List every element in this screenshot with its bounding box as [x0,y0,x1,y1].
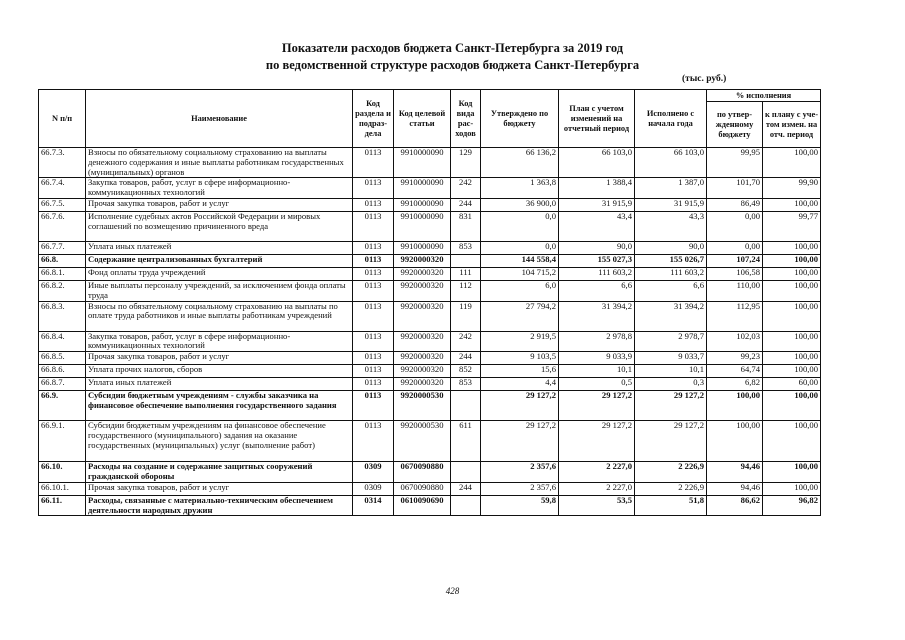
row-section: 0113 [353,365,394,378]
table-row [39,254,821,267]
row-type: 112 [451,280,481,301]
row-plan: 43,4 [559,211,635,241]
row-plan: 2 227,0 [559,462,635,483]
row-number: 66.10.1. [39,482,86,495]
row-pct-plan: 99,90 [763,178,821,199]
row-pct-approved: 64,74 [707,365,763,378]
row-section: 0113 [353,301,394,331]
row-pct-plan: 100,00 [763,280,821,301]
row-executed: 29 127,2 [635,421,707,462]
row-type [451,495,481,516]
row-name: Закупка товаров, работ, услуг в сфере информационно-коммуникационных технологий [86,331,353,352]
table-row [39,462,821,483]
row-number: 66.8.6. [39,365,86,378]
row-pct-plan: 100,00 [763,198,821,211]
row-plan: 29 127,2 [559,391,635,421]
row-name: Расходы, связанные с материально-техническим обеспечением деятельности народных дружин [86,495,353,516]
row-executed: 31 394,2 [635,301,707,331]
row-pct-approved: 0,00 [707,211,763,241]
row-executed: 31 915,9 [635,198,707,211]
row-type: 119 [451,301,481,331]
row-number: 66.8.1. [39,267,86,280]
row-pct-plan: 100,00 [763,482,821,495]
row-executed: 9 033,7 [635,352,707,365]
row-number: 66.8.3. [39,301,86,331]
row-number: 66.8.2. [39,280,86,301]
row-target: 9920000320 [394,365,451,378]
row-target: 9920000320 [394,280,451,301]
row-name: Прочая закупка товаров, работ и услуг [86,352,353,365]
row-target: 0610090690 [394,495,451,516]
row-plan: 0,5 [559,378,635,391]
table-row [39,331,821,352]
row-type: 852 [451,365,481,378]
row-number: 66.8.5. [39,352,86,365]
row-executed: 155 026,7 [635,254,707,267]
row-executed: 66 103,0 [635,148,707,178]
header-name: Наименование [86,90,353,148]
table-row [39,301,821,331]
row-section: 0113 [353,331,394,352]
row-number: 66.9. [39,391,86,421]
row-type: 111 [451,267,481,280]
row-plan: 90,0 [559,241,635,254]
row-target: 9920000530 [394,391,451,421]
row-approved: 4,4 [481,378,559,391]
row-approved: 1 363,8 [481,178,559,199]
row-name: Исполнение судебных актов Российской Федерации и мировых соглашений по возмещению причиненного вреда [86,211,353,241]
row-pct-approved: 102,03 [707,331,763,352]
row-pct-plan: 100,00 [763,462,821,483]
units-label: (тыс. руб.) [682,74,727,84]
row-pct-approved: 94,46 [707,462,763,483]
row-executed: 1 387,0 [635,178,707,199]
title-line-2: по ведомственной структуре расходов бюджета Санкт-Петербурга [265,58,640,72]
row-number: 66.7.7. [39,241,86,254]
row-approved: 0,0 [481,241,559,254]
row-pct-plan: 100,00 [763,148,821,178]
row-section: 0113 [353,254,394,267]
table-row [39,148,821,178]
table-row [39,482,821,495]
row-name: Прочая закупка товаров, работ и услуг [86,482,353,495]
header-pct-group: % исполнения [707,90,821,102]
row-name: Прочая закупка товаров, работ и услуг [86,198,353,211]
row-approved: 6,0 [481,280,559,301]
row-executed: 51,8 [635,495,707,516]
row-target: 9920000320 [394,254,451,267]
row-target: 9910000090 [394,148,451,178]
row-section: 0314 [353,495,394,516]
row-name: Взносы по обязательному социальному страхованию на выплаты денежного содержания и иные выплаты работникам государственных (муниципальных) органов [86,148,353,178]
row-target: 9910000090 [394,211,451,241]
row-name: Субсидии бюджетным учреждениям на финансовое обеспечение государственного (муниципального) задания на оказание государственных (муниципальных) услуг (выполнение работ) [86,421,353,462]
row-target: 9920000530 [394,421,451,462]
row-name: Расходы на создание и содержание защитных сооружений гражданской обороны [86,462,353,483]
row-name: Субсидии бюджетным учреждениям - службы заказчика на финансовое обеспечение выполнения государственного задания [86,391,353,421]
row-approved: 27 794,2 [481,301,559,331]
row-pct-approved: 94,46 [707,482,763,495]
row-target: 0670090880 [394,462,451,483]
row-type [451,391,481,421]
row-number: 66.7.5. [39,198,86,211]
row-approved: 29 127,2 [481,421,559,462]
header-pct-approved: по утвер-жденному бюджету [707,102,763,148]
row-pct-plan: 100,00 [763,421,821,462]
row-pct-approved: 86,62 [707,495,763,516]
row-name: Уплата прочих налогов, сборов [86,365,353,378]
row-plan: 2 227,0 [559,482,635,495]
row-pct-approved: 0,00 [707,241,763,254]
row-section: 0113 [353,178,394,199]
row-approved: 2 357,6 [481,482,559,495]
row-type: 129 [451,148,481,178]
table-row [39,211,821,241]
row-pct-plan: 100,00 [763,301,821,331]
row-approved: 29 127,2 [481,391,559,421]
row-name: Иные выплаты персоналу учреждений, за исключением фонда оплаты труда [86,280,353,301]
row-type: 244 [451,352,481,365]
row-pct-plan: 100,00 [763,241,821,254]
expenditure-table [38,89,821,516]
row-type: 242 [451,331,481,352]
page-title [0,40,905,74]
row-approved: 2 357,6 [481,462,559,483]
table-row [39,241,821,254]
header-type: Код вида рас-ходов [451,90,481,148]
row-executed: 43,3 [635,211,707,241]
row-plan: 29 127,2 [559,421,635,462]
row-pct-approved: 99,95 [707,148,763,178]
row-executed: 111 603,2 [635,267,707,280]
row-target: 9920000320 [394,267,451,280]
row-plan: 66 103,0 [559,148,635,178]
row-section: 0113 [353,241,394,254]
row-type: 244 [451,482,481,495]
row-approved: 104 715,2 [481,267,559,280]
row-number: 66.8.7. [39,378,86,391]
row-pct-approved: 106,58 [707,267,763,280]
row-plan: 53,5 [559,495,635,516]
row-pct-plan: 60,00 [763,378,821,391]
row-pct-approved: 100,00 [707,421,763,462]
table-row [39,198,821,211]
row-pct-plan: 96,82 [763,495,821,516]
header-pct-plan: к плану с уче-том измен. на отч. период [763,102,821,148]
row-plan: 31 915,9 [559,198,635,211]
row-type: 244 [451,198,481,211]
row-executed: 90,0 [635,241,707,254]
row-plan: 31 394,2 [559,301,635,331]
row-approved: 9 103,5 [481,352,559,365]
row-name: Закупка товаров, работ, услуг в сфере информационно-коммуникационных технологий [86,178,353,199]
header-num: N п/п [39,90,86,148]
row-plan: 2 978,8 [559,331,635,352]
row-section: 0113 [353,352,394,365]
row-target: 0670090880 [394,482,451,495]
row-pct-plan: 99,77 [763,211,821,241]
table-body [39,148,821,516]
row-number: 66.11. [39,495,86,516]
row-section: 0113 [353,148,394,178]
row-pct-plan: 100,00 [763,267,821,280]
row-section: 0113 [353,198,394,211]
row-name: Фонд оплаты труда учреждений [86,267,353,280]
row-number: 66.8.4. [39,331,86,352]
table-row [39,378,821,391]
table-row [39,495,821,516]
row-section: 0309 [353,482,394,495]
header-plan: План с учетом изменений на отчетный период [559,90,635,148]
row-target: 9920000320 [394,301,451,331]
table-row [39,178,821,199]
row-target: 9920000320 [394,352,451,365]
row-plan: 111 603,2 [559,267,635,280]
row-approved: 2 919,5 [481,331,559,352]
row-executed: 0,3 [635,378,707,391]
table-row [39,365,821,378]
row-executed: 2 226,9 [635,482,707,495]
row-number: 66.7.4. [39,178,86,199]
row-target: 9920000320 [394,331,451,352]
row-approved: 66 136,2 [481,148,559,178]
table-row [39,352,821,365]
row-pct-approved: 110,00 [707,280,763,301]
row-pct-approved: 99,23 [707,352,763,365]
row-name: Уплата иных платежей [86,241,353,254]
row-pct-approved: 86,49 [707,198,763,211]
row-approved: 36 900,0 [481,198,559,211]
row-pct-plan: 100,00 [763,331,821,352]
row-name: Уплата иных платежей [86,378,353,391]
row-name: Содержание централизованных бухгалтерий [86,254,353,267]
header-executed: Исполнено с начала года [635,90,707,148]
row-pct-plan: 100,00 [763,365,821,378]
row-type: 242 [451,178,481,199]
table-row [39,391,821,421]
table-row [39,267,821,280]
row-target: 9910000090 [394,198,451,211]
row-section: 0113 [353,280,394,301]
row-plan: 9 033,9 [559,352,635,365]
row-section: 0309 [353,462,394,483]
row-pct-approved: 6,82 [707,378,763,391]
row-plan: 1 388,4 [559,178,635,199]
row-name: Взносы по обязательному социальному страхованию на выплаты по оплате труда работников и иные выплаты работникам учреждений [86,301,353,331]
row-approved: 144 558,4 [481,254,559,267]
row-target: 9920000320 [394,378,451,391]
row-target: 9910000090 [394,178,451,199]
row-pct-approved: 112,95 [707,301,763,331]
row-section: 0113 [353,211,394,241]
row-type: 853 [451,378,481,391]
header-section: Код раздела и подраз-дела [353,90,394,148]
row-number: 66.7.6. [39,211,86,241]
title-line-1: Показатели расходов бюджета Санкт-Петербурга за 2019 год [281,41,624,55]
row-section: 0113 [353,378,394,391]
row-pct-approved: 101,70 [707,178,763,199]
row-type: 831 [451,211,481,241]
row-type: 611 [451,421,481,462]
header-approved: Утверждено по бюджету [481,90,559,148]
row-pct-approved: 100,00 [707,391,763,421]
header-target: Код целевой статьи [394,90,451,148]
row-approved: 0,0 [481,211,559,241]
row-plan: 10,1 [559,365,635,378]
row-type [451,462,481,483]
table-row [39,280,821,301]
row-number: 66.9.1. [39,421,86,462]
row-section: 0113 [353,391,394,421]
row-executed: 10,1 [635,365,707,378]
page-number: 428 [445,586,460,596]
row-executed: 29 127,2 [635,391,707,421]
row-pct-plan: 100,00 [763,254,821,267]
row-number: 66.7.3. [39,148,86,178]
row-number: 66.8. [39,254,86,267]
row-plan: 6,6 [559,280,635,301]
row-section: 0113 [353,267,394,280]
row-pct-approved: 107,24 [707,254,763,267]
row-executed: 2 226,9 [635,462,707,483]
row-section: 0113 [353,421,394,462]
row-target: 9910000090 [394,241,451,254]
row-approved: 59,8 [481,495,559,516]
row-plan: 155 027,3 [559,254,635,267]
row-executed: 2 978,7 [635,331,707,352]
row-number: 66.10. [39,462,86,483]
row-type: 853 [451,241,481,254]
row-type [451,254,481,267]
table-row [39,421,821,462]
row-pct-plan: 100,00 [763,391,821,421]
row-pct-plan: 100,00 [763,352,821,365]
row-executed: 6,6 [635,280,707,301]
row-approved: 15,6 [481,365,559,378]
